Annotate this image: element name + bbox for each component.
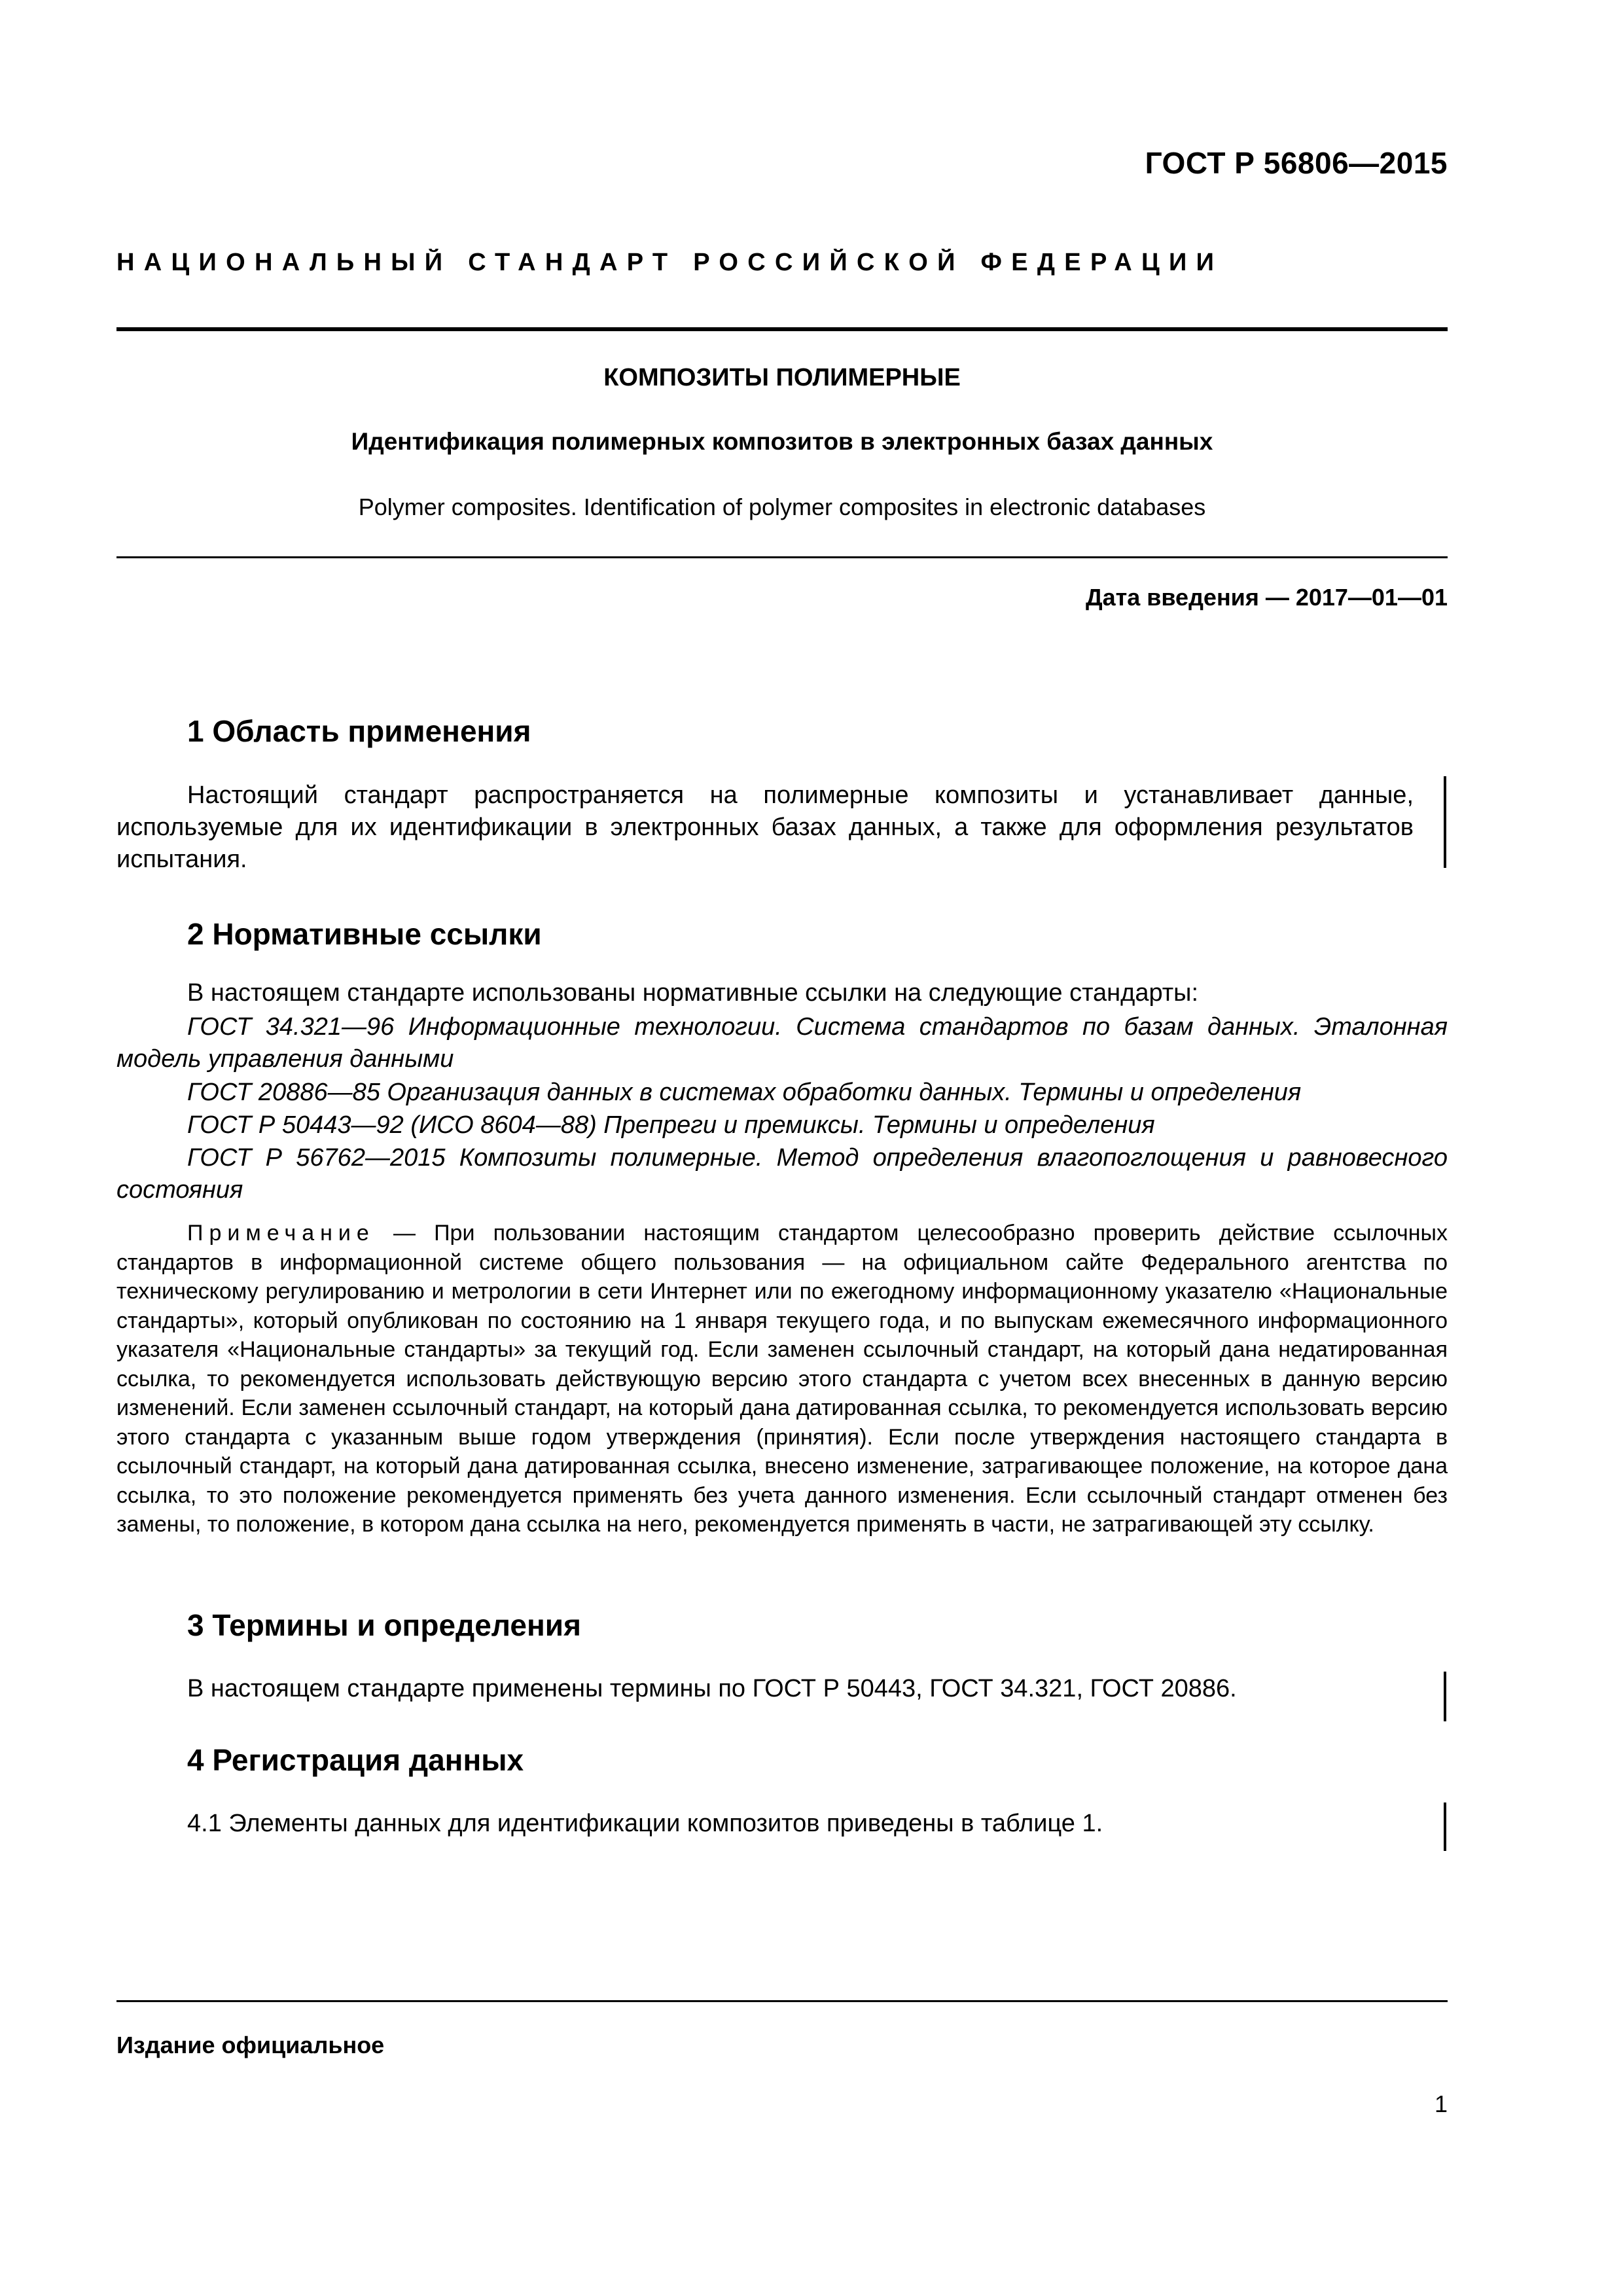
section-4-text-content: 4.1 Элементы данных для идентификации композитов приведены в таблице 1. [187, 1810, 1103, 1837]
introduction-date: Дата введения — 2017—01—01 [1085, 584, 1448, 611]
section-3-text [116, 1673, 1414, 1705]
section-1-text [116, 780, 1414, 876]
note-label: Примечание [187, 1221, 375, 1246]
references-note [116, 1219, 1448, 1539]
reference-item [116, 1142, 1448, 1206]
title-divider [116, 556, 1448, 558]
section-4-text [116, 1808, 1414, 1840]
document-title-english: Polymer composites. Identification of polymer composites in electronic databases [358, 493, 1206, 520]
reference-text: ГОСТ Р 50443—92 (ИСО 8604—88) Препреги и премиксы. Термины и определения [187, 1111, 1155, 1139]
header-divider [116, 327, 1448, 331]
document-number: ГОСТ Р 56806—2015 [1145, 146, 1448, 180]
national-standard-banner: НАЦИОНАЛЬНЫЙ СТАНДАРТ РОССИЙСКОЙ ФЕДЕРАЦИИ [116, 249, 1224, 276]
section-1-text-content: Настоящий стандарт распространяется на полимерные композиты и устанавливает данные, используемые для их идентификации в электронных базах данных, а также для оформления результатов испытания. [116, 781, 1414, 873]
reference-text: ГОСТ 34.321—96 Информационные технологии. Система стандартов по базам данных. Эталонная модель управления данными [116, 1013, 1448, 1073]
reference-item [116, 1077, 1448, 1109]
section-4-heading: 4 Регистрация данных [187, 1743, 524, 1777]
page-number: 1 [1434, 2090, 1448, 2117]
footer-divider [116, 2000, 1448, 2002]
document-subtitle: Идентификация полимерных композитов в электронных базах данных [351, 428, 1213, 455]
change-bar [1444, 776, 1446, 868]
section-1-heading: 1 Область применения [187, 714, 531, 748]
document-title: КОМПОЗИТЫ ПОЛИМЕРНЫЕ [603, 364, 961, 391]
reference-text: ГОСТ Р 56762—2015 Композиты полимерные. Метод определения влагопоглощения и равновесного состояния [116, 1144, 1448, 1204]
edition-label: Издание официальное [116, 2032, 385, 2058]
change-bar [1444, 1672, 1446, 1721]
reference-item [116, 1109, 1448, 1141]
section-2-heading: 2 Нормативные ссылки [187, 917, 542, 951]
note-text: — При пользовании настоящим стандартом целесообразно проверить действие ссылочных стандартов в информационной системе общего пользования — на официальном сайте Федерального агентства по техническому регулированию и метрологии в сети Интернет или по ежегодному информационному указателю «Национальные стандарты», который опубликован по состоянию на 1 января текущего года, и по выпускам ежемесячного информационного указателя «Национальные стандарты» за текущий год. Если заменен ссылочный стандарт, на который дана недатированная ссылка, то рекомендуется использовать действующую версию этого стандарта с учетом всех внесенных в данную версию изменений. Если заменен ссылочный стандарт, на который дана датированная ссылка, то рекомендуется использовать версию этого стандарта с указанным выше годом утверждения (принятия). Если после утверждения настоящего стандарта в ссылочный стандарт, на который дана датированная ссылка, внесено изменение, затрагивающее положение, на которое дана ссылка, то это положение рекомендуется применять без учета данного изменения. Если ссылочный стандарт отменен без замены, то положение, в котором дана ссылка на него, рекомендуется применять в части, не затрагивающей эту ссылку. [116, 1221, 1448, 1537]
reference-text: ГОСТ 20886—85 Организация данных в системах обработки данных. Термины и определения [187, 1079, 1302, 1106]
reference-item [116, 1011, 1448, 1075]
section-3-heading: 3 Термины и определения [187, 1608, 581, 1642]
references-intro: В настоящем стандарте использованы нормативные ссылки на следующие стандарты: [187, 979, 1199, 1007]
section-3-text-content: В настоящем стандарте применены термины по ГОСТ Р 50443, ГОСТ 34.321, ГОСТ 20886. [187, 1675, 1237, 1702]
change-bar [1444, 1803, 1446, 1851]
